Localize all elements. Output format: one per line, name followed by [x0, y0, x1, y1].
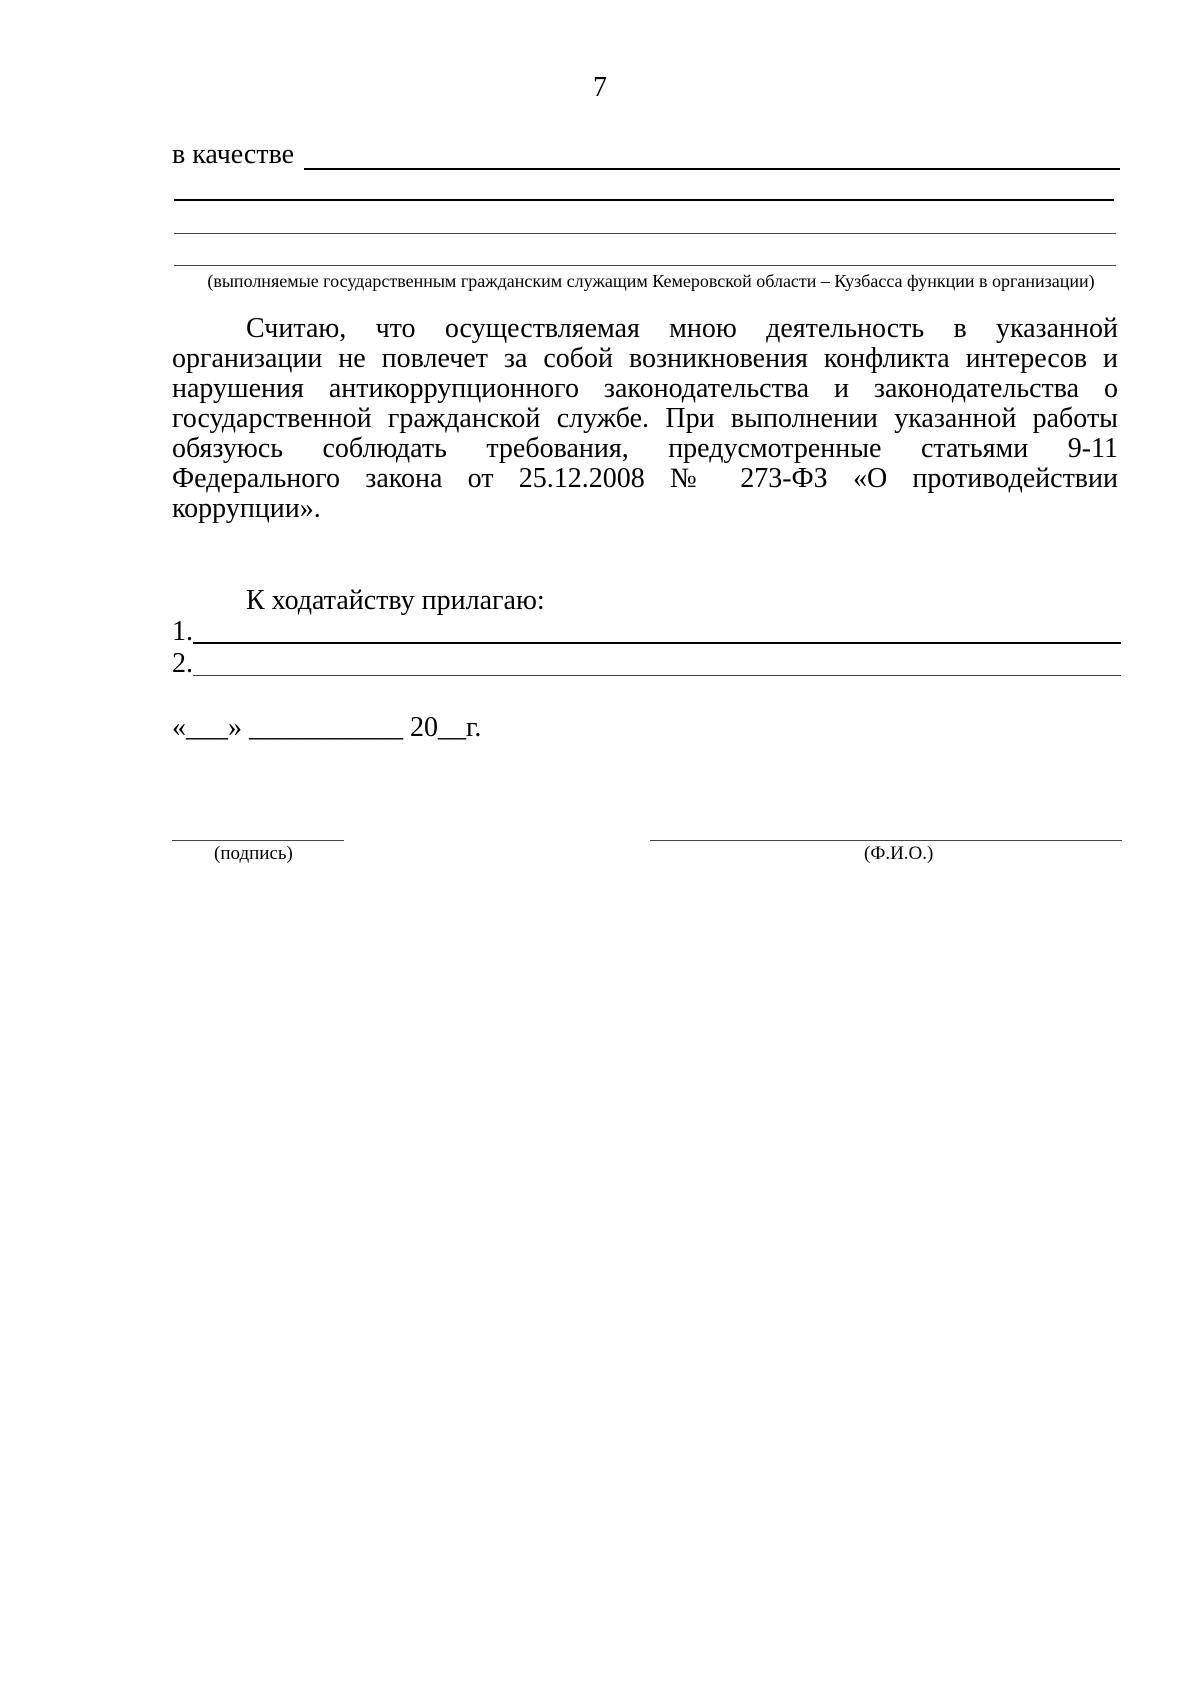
name-caption: (Ф.И.О.) [864, 843, 934, 864]
attachment-fill-line-1[interactable] [193, 642, 1121, 644]
attachment-fill-line-2[interactable] [193, 675, 1121, 676]
capacity-fill-line-2[interactable] [174, 199, 1114, 201]
attachment-number-2: 2. [172, 648, 193, 679]
capacity-fill-line-3[interactable] [174, 233, 1116, 234]
capacity-fill-line-4[interactable] [174, 265, 1116, 266]
attachment-number-1: 1. [172, 616, 193, 647]
statement-paragraph: Считаю, что осуществляемая мною деятельность в указанной организации не повлечет за собой возникновения конфликта интересов и нарушения антикоррупционного законодательства и законодательства о государственной гражданской службе. При выполнении указанной работы обязуюсь соблюдать требования, предусмотренные статьями 9-11 Федерального закона от 25.12.2008 № 273-ФЗ «О противодействии коррупции». [172, 313, 1118, 524]
capacity-label: в качестве [172, 139, 295, 170]
page-number: 7 [593, 72, 607, 103]
signature-line[interactable] [172, 840, 344, 841]
attachments-heading: К ходатайству прилагаю: [246, 585, 545, 616]
date-line[interactable]: «___» ___________ 20__г. [172, 712, 482, 743]
capacity-fill-line[interactable] [304, 168, 1120, 170]
signature-caption: (подпись) [214, 843, 293, 864]
functions-hint: (выполняемые государственным гражданским служащим Кемеровской области – Кузбасса функции в организации) [207, 271, 1095, 291]
name-line[interactable] [650, 840, 1122, 841]
